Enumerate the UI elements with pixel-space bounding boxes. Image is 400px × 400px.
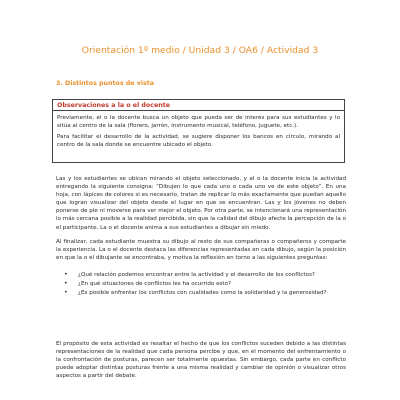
observaciones-title: Observaciones a la o el docente — [53, 102, 344, 111]
question-text: ¿Es posible enfrentar los conflictos con cualidades como la solidaridad y la generosidad? — [78, 290, 327, 297]
question-item — [56, 280, 346, 288]
question-text: ¿Qué relación podemos encontrar entre la actividad y el desarrollo de los conflictos? — [78, 272, 315, 278]
body-paragraph: Al finalizar, cada estudiante muestra su dibujo al resto de sus compañeras o compañeros y comparte la experiencia. La o el docente destaca las diferencias representadas en cada dibujo, según la posición en que la o el dibujante se encontraba, y motiva la reflexión en torno a las siguientes preguntas: — [56, 239, 346, 262]
observaciones-paragraph: Previamente, el o la docente busca un objeto que pueda ser de interés para sus estudiantes y lo sitúa al centro de la sala (florero, jarrón, instrumento musical, teléfono, juguete, etc.). — [57, 115, 340, 130]
question-list — [56, 271, 346, 298]
question-text: ¿En qué situaciones de conflictos les ha ocurrido esto? — [78, 281, 232, 288]
section-title: 3. Distintos puntos de vista — [56, 80, 155, 87]
question-item — [56, 271, 346, 279]
bullet-icon: • — [64, 289, 68, 297]
body-paragraph: El propósito de esta actividad es resaltar el hecho de que los conflictos suceden debido a las distintas representaciones de la realidad que cada persona percibe y que, en el momento del enfrentamiento o la confrontación de posturas, parecen ser totalmente opuestas. Sin embargo, cada parte en conflicto puede adoptar distintas posturas frente a una misma realidad y cambiar de opinión o visualizar otros aspectos a partir del debate. — [56, 341, 346, 380]
observaciones-paragraph: Para facilitar el desarrollo de la actividad, se sugiere disponer los bancos en círculo, mirando al centro de la sala donde se encuentre ubicado el objeto. — [57, 134, 340, 149]
body-paragraph: Las y los estudiantes se ubican mirando el objeto seleccionado, y el o la docente inicia la actividad entregando la siguiente consigna: “Dibujen lo que cada uno o cada uno ve de este objeto”. En una hoja, con lápices de colores si es necesario, tratan de replicar lo más exactamente que puedan aquello que logran visualizar del objeto desde el lugar en que se encuentran. Las y los jóvenes no deben ponerse de pie ni moverse para ver mejor el objeto. Por otra parte, se intencionará una representación lo más cercana posible a la realidad percibida, sin que la calidad del dibujo afecte la percepción de la o el participante. La o el docente anima a sus estudiantes a dibujar sin miedo. — [56, 176, 346, 231]
page-header: Orientación 1º medio / Unidad 3 / OA6 / Actividad 3 — [81, 45, 319, 56]
bullet-icon: • — [64, 271, 68, 278]
bullet-icon: • — [64, 280, 68, 288]
question-item — [56, 289, 346, 297]
observaciones-box — [52, 99, 345, 163]
